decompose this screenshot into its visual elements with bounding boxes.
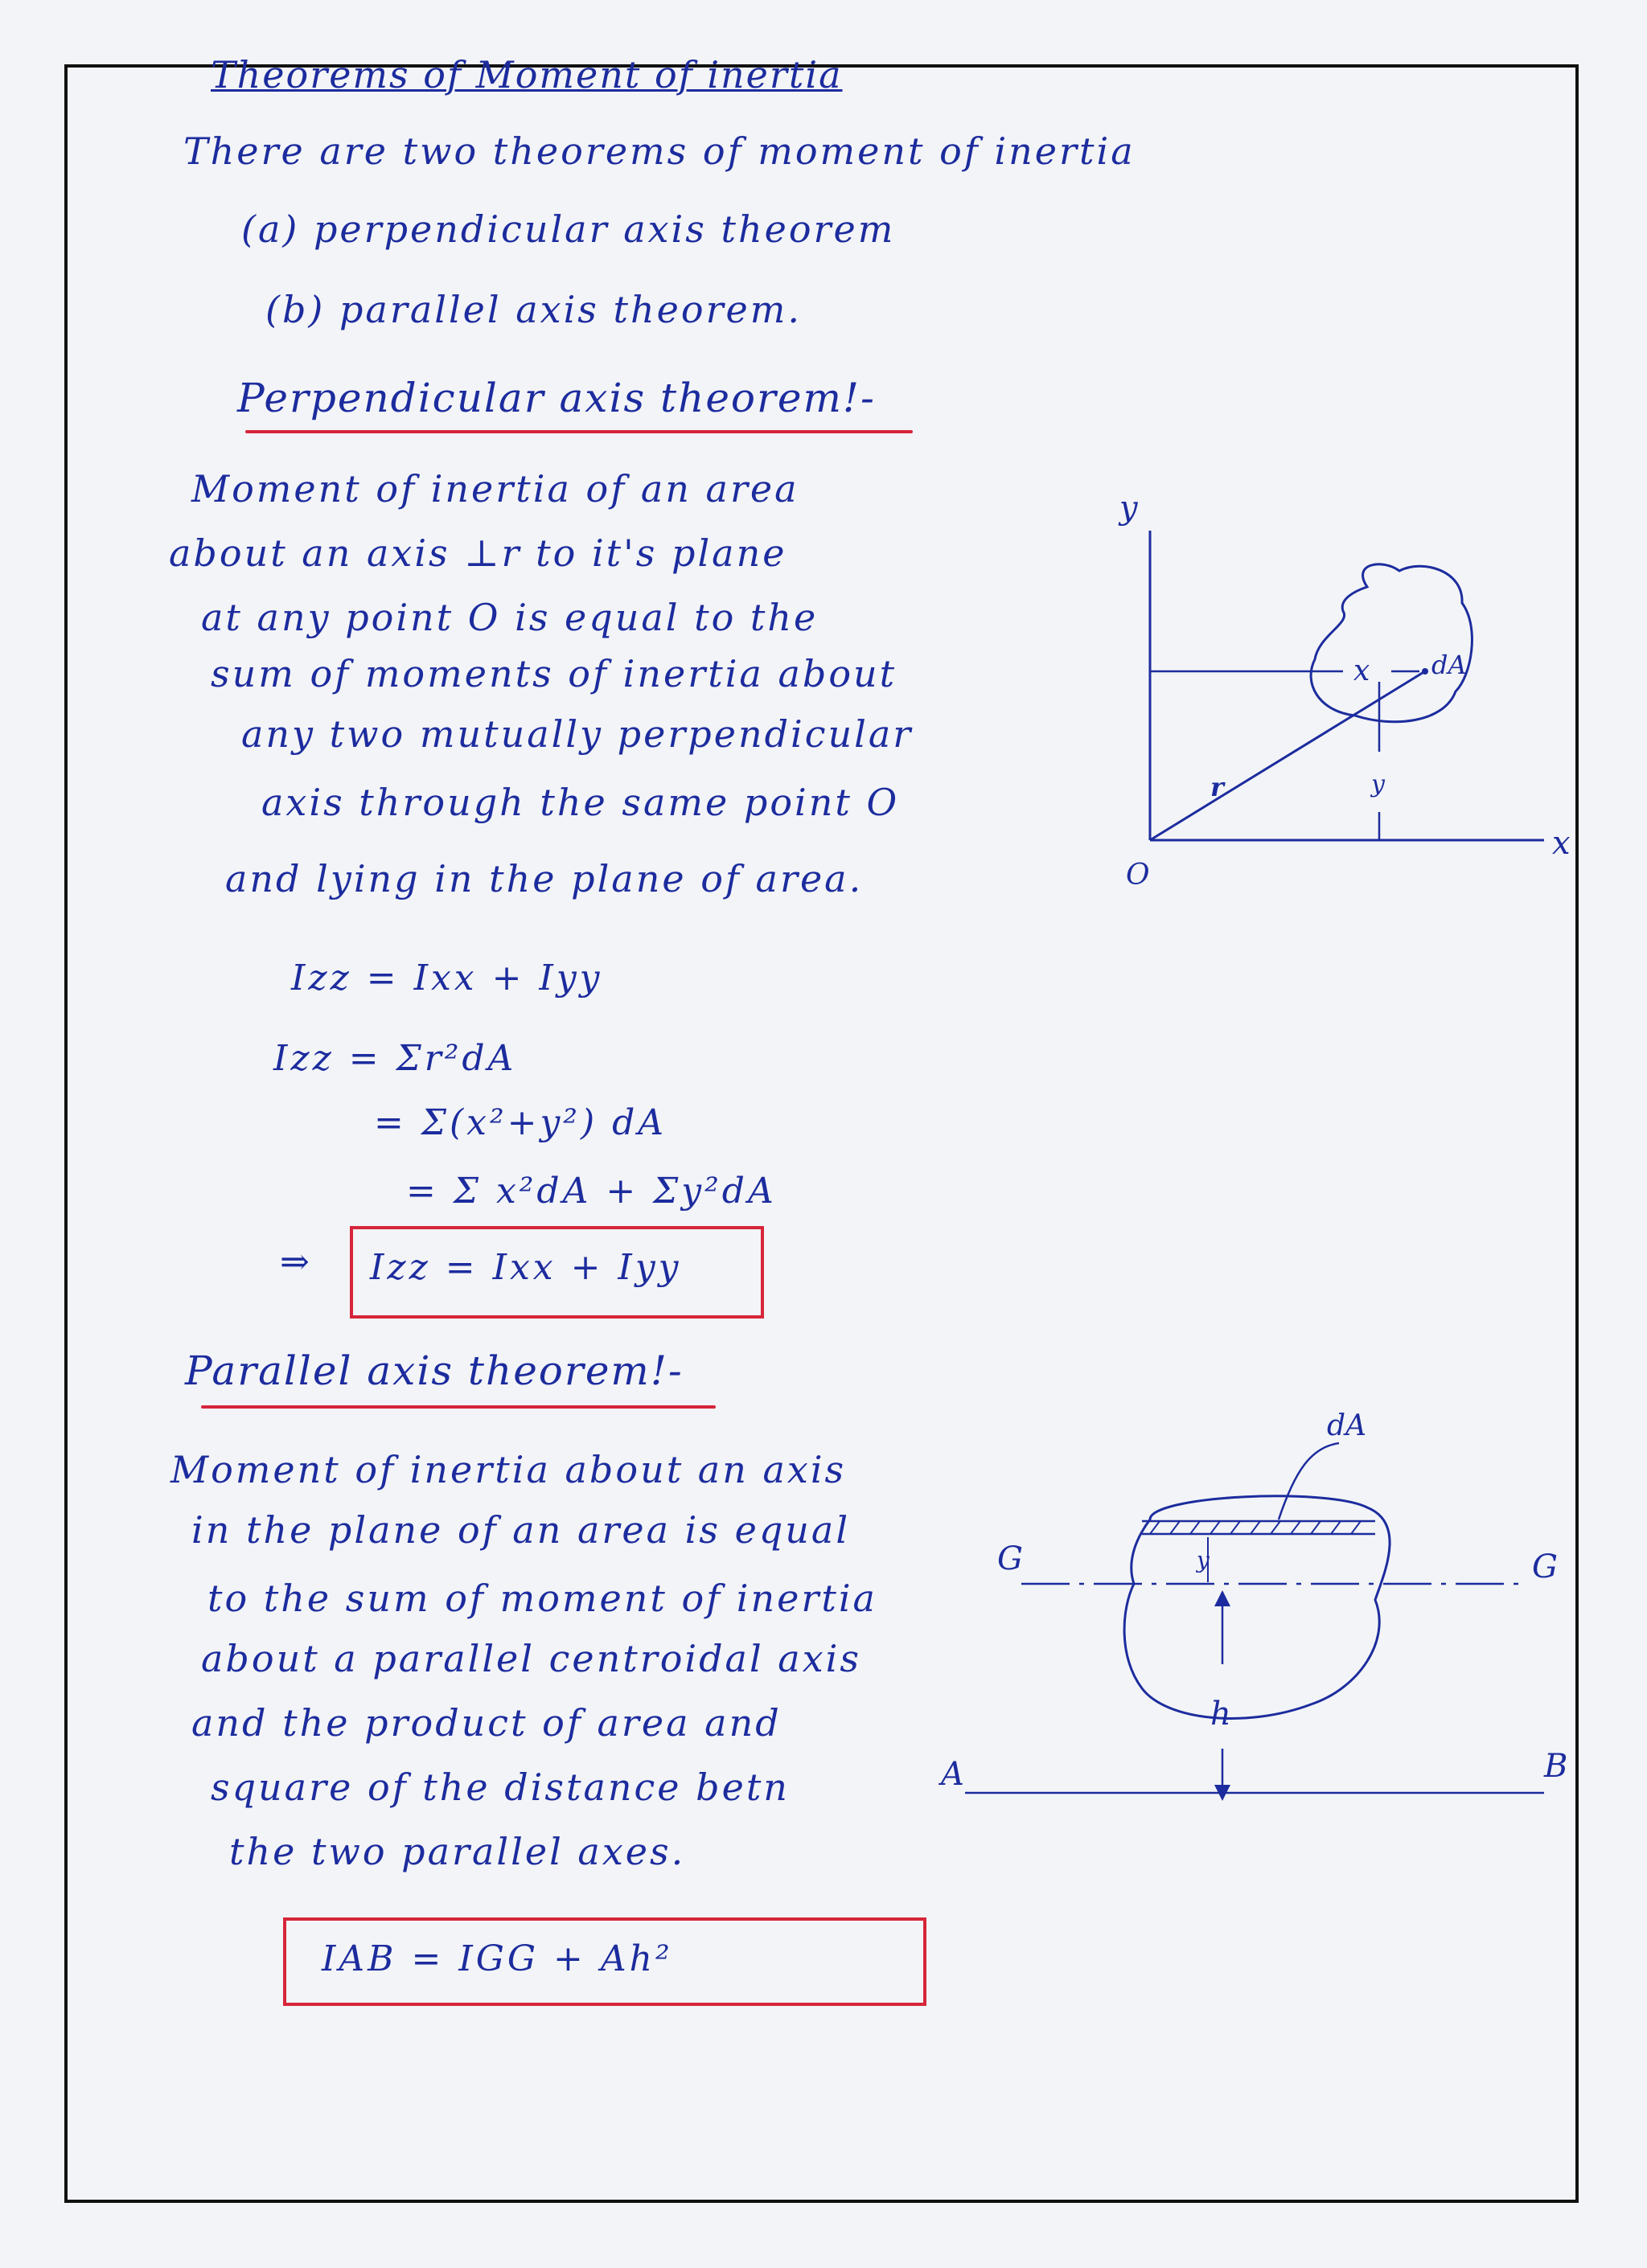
parallel-axis-diagram	[909, 1399, 1568, 1849]
b-label: B	[1544, 1748, 1568, 1785]
parallel-line-2: in the plane of an area is equal	[191, 1508, 851, 1552]
perp-result: Izz = Ixx + Iyy	[370, 1247, 682, 1288]
parallel-result: IAB = IGG + Ah²	[322, 1938, 673, 1979]
perp-axis-diagram	[1078, 482, 1592, 900]
parallel-heading: Parallel axis theorem!-	[185, 1347, 684, 1394]
a-label: A	[941, 1756, 964, 1793]
equation-4: = Σ x²dA + Σy²dA	[406, 1171, 777, 1212]
list-item-b: (b) parallel axis theorem.	[265, 288, 803, 331]
equation-3: = Σ(x²+y²) dA	[374, 1102, 667, 1143]
element-leader	[1279, 1443, 1339, 1520]
parallel-line-7: the two parallel axes.	[229, 1830, 686, 1873]
y-dim-label: y	[1371, 770, 1385, 798]
area-blob	[1311, 564, 1472, 722]
strip-hatching	[1150, 1521, 1361, 1534]
g-right-label: G	[1532, 1548, 1558, 1585]
perp-line-3: at any point O is equal to the	[201, 596, 819, 639]
x-axis-label: x	[1552, 825, 1571, 862]
equation-2: Izz = Σr²dA	[273, 1038, 517, 1079]
perp-line-7: and lying in the plane of area.	[225, 857, 864, 900]
intro-text: There are two theorems of moment of inertia	[183, 129, 1136, 173]
parallel-line-6: square of the distance betn	[211, 1766, 790, 1809]
y-axis-label: y	[1119, 490, 1138, 527]
equation-1: Izz = Ixx + Iyy	[291, 958, 603, 999]
parallel-line-5: and the product of area and	[191, 1701, 782, 1745]
radius-line	[1150, 671, 1425, 840]
page-title: Theorems of Moment of inertia	[211, 53, 843, 96]
perp-heading-underline	[245, 430, 913, 433]
perp-heading: Perpendicular axis theorem!-	[237, 375, 876, 421]
x-dim-label: x	[1353, 654, 1370, 687]
implies-arrow: ⇒	[280, 1241, 313, 1282]
parallel-line-1: Moment of inertia about an axis	[170, 1448, 847, 1491]
y-bar-label: y	[1197, 1547, 1210, 1573]
parallel-line-3: to the sum of moment of inertia	[207, 1577, 877, 1620]
perp-line-6: axis through the same point O	[261, 781, 900, 824]
list-item-a: (a) perpendicular axis theorem	[241, 207, 896, 251]
parallel-line-4: about a parallel centroidal axis	[201, 1637, 861, 1680]
parallel-heading-underline	[201, 1405, 716, 1409]
element-label: dA	[1431, 650, 1467, 680]
h-label: h	[1210, 1696, 1231, 1733]
perp-line-4: sum of moments of inertia about	[211, 652, 897, 695]
origin-label: O	[1126, 859, 1150, 892]
perp-line-5: any two mutually perpendicular	[241, 712, 914, 756]
area-outline	[1124, 1496, 1390, 1719]
radius-label: r	[1210, 772, 1224, 802]
perp-line-2: about an axis ⊥r to it's plane	[169, 531, 787, 575]
element-label: dA	[1327, 1409, 1367, 1442]
g-left-label: G	[997, 1540, 1023, 1577]
perp-line-1: Moment of inertia of an area	[191, 467, 799, 511]
